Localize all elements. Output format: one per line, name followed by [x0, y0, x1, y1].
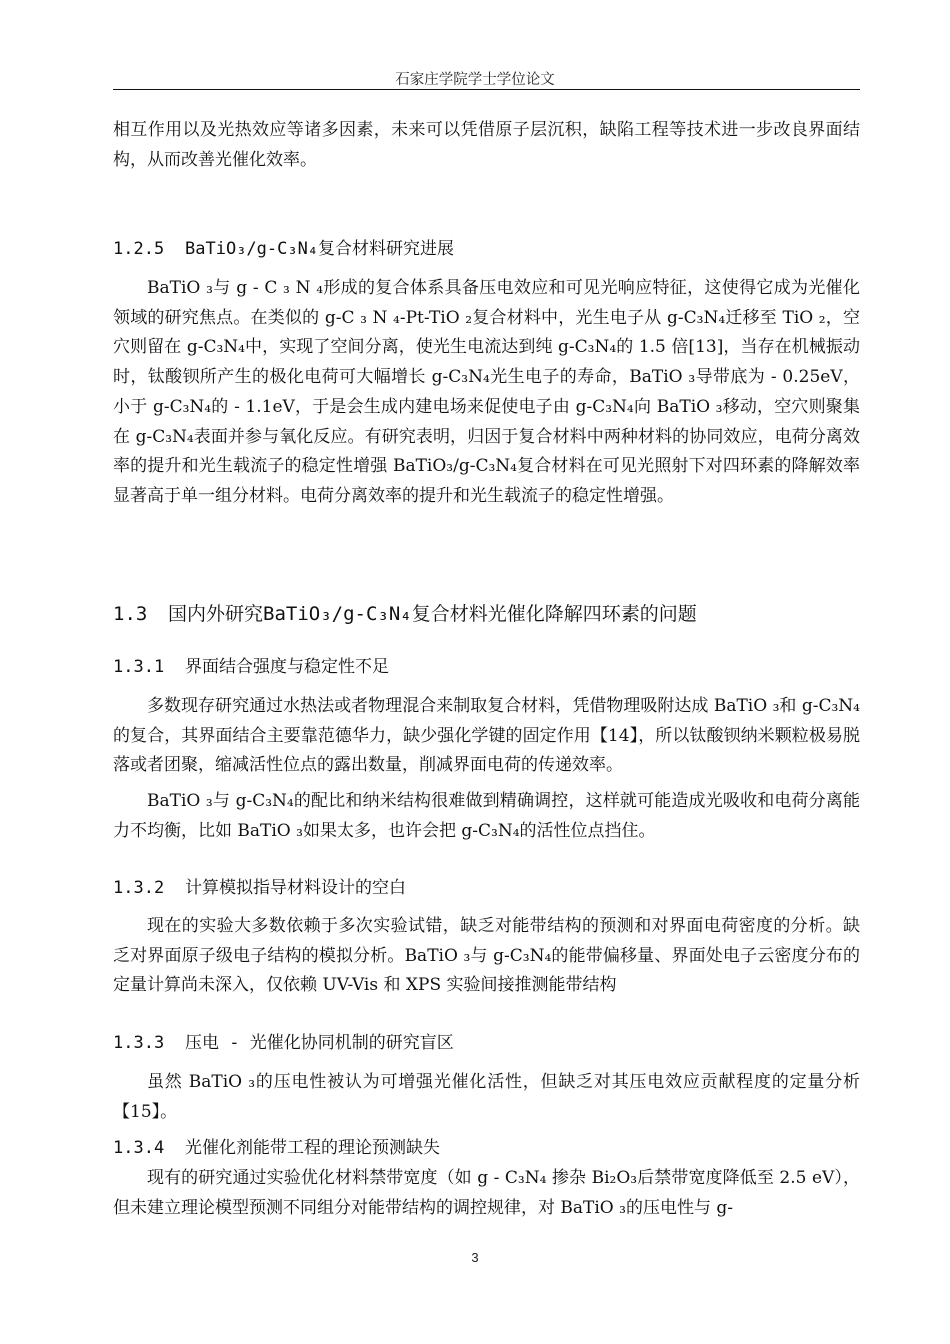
- heading-title: 国内外研究BaTiO₃/g-C₃N₄复合材料光催化降解四环素的问题: [168, 603, 697, 625]
- paragraph-simulation-gap: [113, 912, 860, 1001]
- paragraph-text: BaTiO ₃与 g - C ₃ N ₄形成的复合体系具备压电效应和可见光响应特征，这使得它成为光催化领域的研究焦点。在类似的 g-C ₃ N ₄-Pt-TiO ₂复合材料中，光生电子从 g-C₃N₄迁移至 TiO ₂，空穴则留在 g-C₃N₄中，实现了空间分离，使光生电流达到纯 g-C₃N₄的 1.5 倍[13]，当存在机械振动时，钛酸钡所产生的极化电荷可大幅增长 g-C₃N₄光生电子的寿命，BaTiO ₃导带底为 - 0.25eV，小于 g-C₃N₄的 - 1.1eV，于是会生成内建电场来促使电子由 g-C₃N₄向 BaTiO ₃移动，空穴则聚集在 g-C₃N₄表面并参与氧化反应。有研究表明，归因于复合材料中两种材料的协同效应，电荷分离效率的提升和光生载流子的稳定性增强 BaTiO₃/g-C₃N₄复合材料在可见光照射下对四环素的降解效率显著高于单一组分材料。电荷分离效率的提升和光生载流子的稳定性增强。: [113, 278, 860, 506]
- heading-number: 1.3.1: [113, 657, 165, 677]
- paragraph-text: 现在的实验大多数依赖于多次实验试错，缺乏对能带结构的预测和对界面电荷密度的分析。缺乏对界面原子级电子结构的模拟分析。BaTiO ₃与 g-C₃N₄的能带偏移量、界面处电子云密度分布的定量计算尚未深入，仅依赖 UV-Vis 和 XPS 实验间接推测能带结构: [113, 916, 860, 996]
- heading-title: BaTiO₃/g-C₃N₄复合材料研究进展: [185, 239, 455, 259]
- heading-title: 光催化剂能带工程的理论预测缺失: [185, 1138, 440, 1158]
- heading-1-3-3: [113, 1028, 860, 1053]
- paragraph-piezo-mechanism: [113, 1068, 860, 1127]
- paragraph-text: 多数现存研究通过水热法或者物理混合来制取复合材料，凭借物理吸附达成 BaTiO ₃和 g-C₃N₄的复合，其界面结合主要靠范德华力，缺少强化学键的固定作用【14】，所以钛酸钡纳米颗粒极易脱落或者团聚，缩减活性位点的露出数量，削减界面电荷的传递效率。: [113, 696, 860, 776]
- paragraph-text: 相互作用以及光热效应等诸多因素，未来可以凭借原子层沉积，缺陷工程等技术进一步改良界面结构，从而改善光催化效率。: [113, 120, 860, 170]
- heading-title: 压电 - 光催化协同机制的研究盲区: [185, 1033, 454, 1053]
- running-header: 石家庄学院学士学位论文: [395, 72, 555, 88]
- heading-number: 1.3.2: [113, 878, 165, 898]
- heading-title: 计算模拟指导材料设计的空白: [185, 878, 406, 898]
- heading-1-3-2: [113, 873, 860, 898]
- paragraph-text: BaTiO ₃与 g-C₃N₄的配比和纳米结构很难做到精确调控，这样就可能造成光吸收和电荷分离能力不均衡，比如 BaTiO ₃如果太多，也许会把 g-C₃N₄的活性位点挡住。: [113, 791, 860, 841]
- header-rule: [113, 89, 860, 90]
- heading-1-3-4: [113, 1133, 860, 1158]
- heading-1-2-5: [113, 234, 860, 259]
- heading-number: 1.3.4: [113, 1138, 165, 1158]
- page-number: 3: [471, 1250, 479, 1265]
- paragraph-text: 现有的研究通过实验优化材料禁带宽度（如 g - C₃N₄ 掺杂 Bi₂O₃后禁带宽度降低至 2.5 eV），但未建立理论模型预测不同组分对能带结构的调控规律，对 BaTiO ₃的压电性与 g-: [113, 1168, 860, 1218]
- paragraph-band-engineering: [113, 1164, 860, 1223]
- paragraph-interface-bonding: [113, 692, 860, 781]
- heading-1-3: [113, 599, 860, 626]
- paragraph-ratio-control: [113, 787, 860, 846]
- paragraph-continuation: [113, 116, 860, 175]
- heading-number: 1.3: [113, 603, 148, 625]
- paragraph-composite-progress: [113, 274, 860, 512]
- heading-number: 1.2.5: [113, 239, 165, 259]
- heading-number: 1.3.3: [113, 1033, 165, 1053]
- paragraph-text: 虽然 BaTiO ₃的压电性被认为可增强光催化活性，但缺乏对其压电效应贡献程度的定量分析【15】。: [113, 1072, 860, 1122]
- heading-title: 界面结合强度与稳定性不足: [185, 657, 389, 677]
- heading-1-3-1: [113, 652, 860, 677]
